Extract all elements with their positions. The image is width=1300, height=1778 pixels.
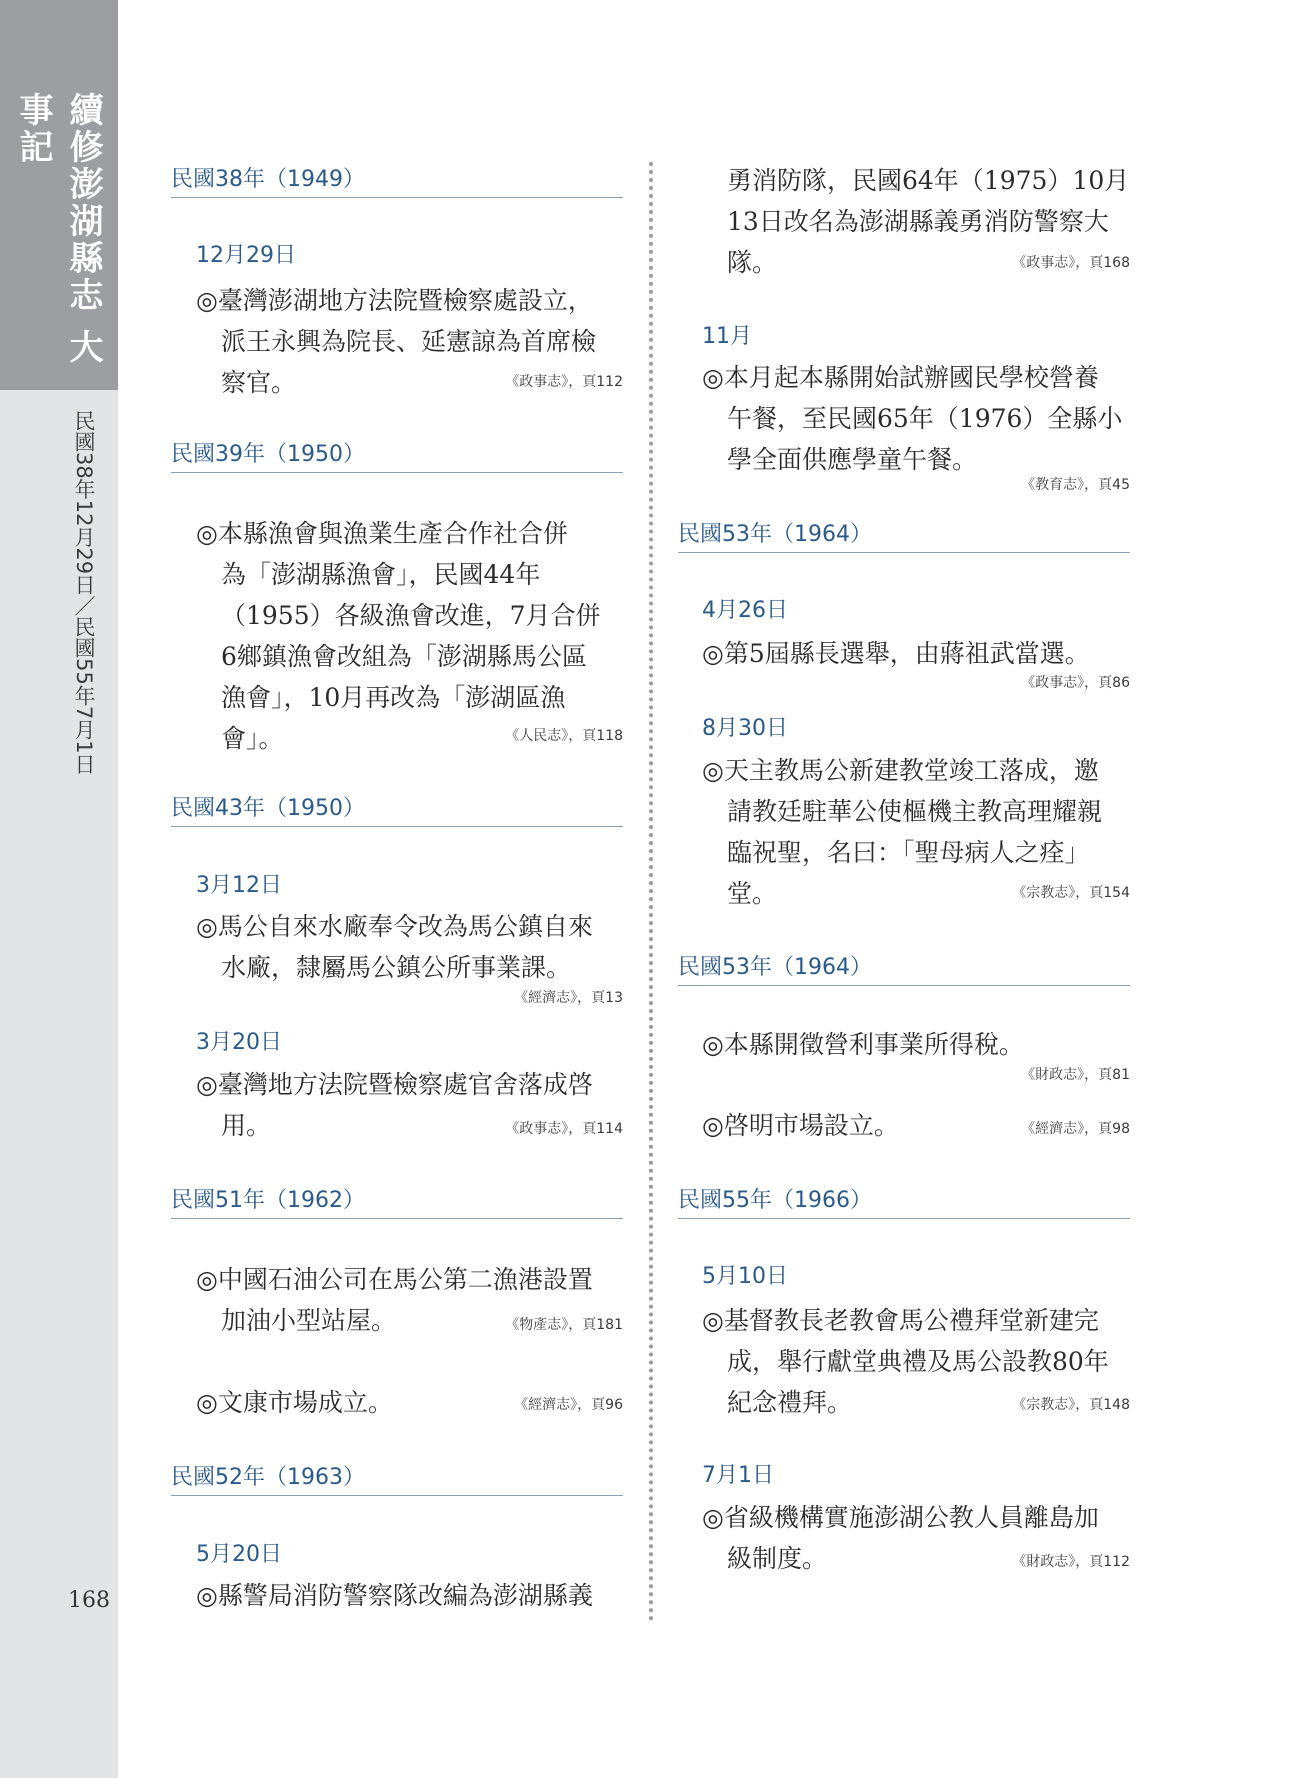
entry-line: 加油小型站屋。 (221, 1306, 397, 1335)
entry-line: 漁會」，10月再改為「澎湖區漁 (221, 683, 566, 712)
entry-text (196, 906, 593, 988)
book-title: 續修澎湖縣志 大事記 (13, 92, 103, 366)
entry-line: 勇消防隊，民國64年（1975）10月 (727, 166, 1130, 195)
entry-line: 6鄉鎮漁會改組為「澎湖縣馬公區 (221, 642, 587, 671)
entry-line: 13日改名為澎湖縣義勇消防警察大 (727, 207, 1109, 236)
entry-date: 8月30日 (702, 716, 788, 741)
date-range-title: 民國38年12月29日／民國55年7月1日 (72, 410, 96, 775)
year-heading: 民國43年（1950） (171, 794, 623, 827)
entry-line: ◎中國石油公司在馬公第二漁港設置 (196, 1265, 593, 1294)
entry-line: ◎基督教長老教會馬公禮拜堂新建完 (702, 1306, 1099, 1335)
entry-line: 隊。 (727, 248, 778, 277)
entry-date: 7月1日 (702, 1463, 774, 1488)
entry-line: ◎第5屆縣長選舉，由蔣祖武當選。 (702, 639, 1090, 668)
year-heading: 民國39年（1950） (171, 440, 623, 473)
entry-line: 水廠，隸屬馬公鎮公所事業課。 (221, 953, 572, 982)
source-citation: 《政事志》，頁114 (505, 1121, 623, 1137)
source-citation: 《財政志》，頁81 (1021, 1067, 1130, 1083)
entry-line: （1955）各級漁會改進，7月合併 (221, 601, 601, 630)
entry-line: 會」。 (221, 724, 284, 753)
source-citation: 《宗教志》，頁154 (1012, 885, 1130, 901)
entry-text (702, 1105, 899, 1146)
entry-line: 察官。 (221, 368, 297, 397)
source-citation: 《經濟志》，頁13 (514, 990, 623, 1006)
entry-date: 12月29日 (196, 243, 296, 268)
entry-line: ◎本月起本縣開始試辦國民學校營養 (702, 363, 1099, 392)
year-heading: 民國55年（1966） (678, 1186, 1130, 1219)
entry-line: 成，舉行獻堂典禮及馬公設教80年 (727, 1347, 1109, 1376)
source-citation: 《宗教志》，頁148 (1012, 1397, 1130, 1413)
year-heading: 民國53年（1964） (678, 953, 1130, 986)
year-heading: 民國53年（1964） (678, 520, 1130, 553)
entry-date: 11月 (702, 324, 752, 349)
entry-line: 為「澎湖縣漁會」，民國44年 (221, 560, 541, 589)
entry-line: ◎臺灣地方法院暨檢察處官舍落成啓 (196, 1070, 593, 1099)
entry-line: 用。 (221, 1111, 272, 1140)
entry-date: 4月26日 (702, 598, 788, 623)
entry-text (702, 357, 1122, 480)
entry-text (196, 1575, 593, 1616)
entry-date: 5月20日 (196, 1542, 282, 1567)
year-heading: 民國51年（1962） (171, 1186, 623, 1219)
source-citation: 《政事志》，頁86 (1021, 675, 1130, 691)
year-heading: 民國52年（1963） (171, 1463, 623, 1496)
entry-line: ◎啓明市場設立。 (702, 1111, 899, 1140)
source-citation: 《財政志》，頁112 (1012, 1554, 1130, 1570)
source-citation: 《經濟志》，頁96 (514, 1397, 623, 1413)
entry-date: 3月12日 (196, 873, 282, 898)
column-divider (649, 162, 653, 1622)
year-heading: 民國38年（1949） (171, 165, 623, 198)
source-citation: 《經濟志》，頁98 (1021, 1121, 1130, 1137)
entry-line: ◎本縣漁會與漁業生產合作社合併 (196, 519, 568, 548)
entry-line: ◎天主教馬公新建教堂竣工落成，邀 (702, 756, 1099, 785)
entry-line: ◎文康市場成立。 (196, 1388, 393, 1417)
entry-date: 5月10日 (702, 1264, 788, 1289)
entry-line: 派王永興為院長、延憲諒為首席檢 (221, 327, 597, 356)
entry-text (196, 513, 601, 759)
entry-line: ◎縣警局消防警察隊改編為澎湖縣義 (196, 1581, 593, 1610)
entry-line: 堂。 (727, 879, 778, 908)
entry-line: 級制度。 (727, 1544, 828, 1573)
entry-line: 午餐，至民國65年（1976）全縣小 (727, 404, 1123, 433)
entry-line: ◎馬公自來水廠奉令改為馬公鎮自來 (196, 912, 593, 941)
source-citation: 《物產志》，頁181 (505, 1317, 623, 1333)
entry-line: ◎臺灣澎湖地方法院暨檢察處設立， (196, 286, 593, 315)
source-citation: 《政事志》，頁168 (1012, 255, 1130, 271)
source-citation: 《人民志》，頁118 (505, 728, 623, 744)
entry-text (702, 1024, 1024, 1065)
entry-line: 學全面供應學童午餐。 (727, 445, 978, 474)
entry-line: 紀念禮拜。 (727, 1388, 853, 1417)
entry-line: ◎本縣開徵營利事業所得稅。 (702, 1030, 1024, 1059)
source-citation: 《政事志》，頁112 (505, 374, 623, 390)
entry-line: ◎省級機構實施澎湖公教人員離島加 (702, 1503, 1099, 1532)
entry-line: 臨祝聖，名曰：「聖母病人之痊」 (727, 838, 1090, 867)
page-number: 168 (68, 1588, 110, 1613)
sidebar (0, 0, 118, 1778)
source-citation: 《教育志》，頁45 (1021, 477, 1130, 493)
entry-text (196, 1382, 393, 1423)
entry-text (702, 633, 1090, 674)
entry-date: 3月20日 (196, 1030, 282, 1055)
entry-line: 請教廷駐華公使樞機主教高理耀親 (727, 797, 1103, 826)
